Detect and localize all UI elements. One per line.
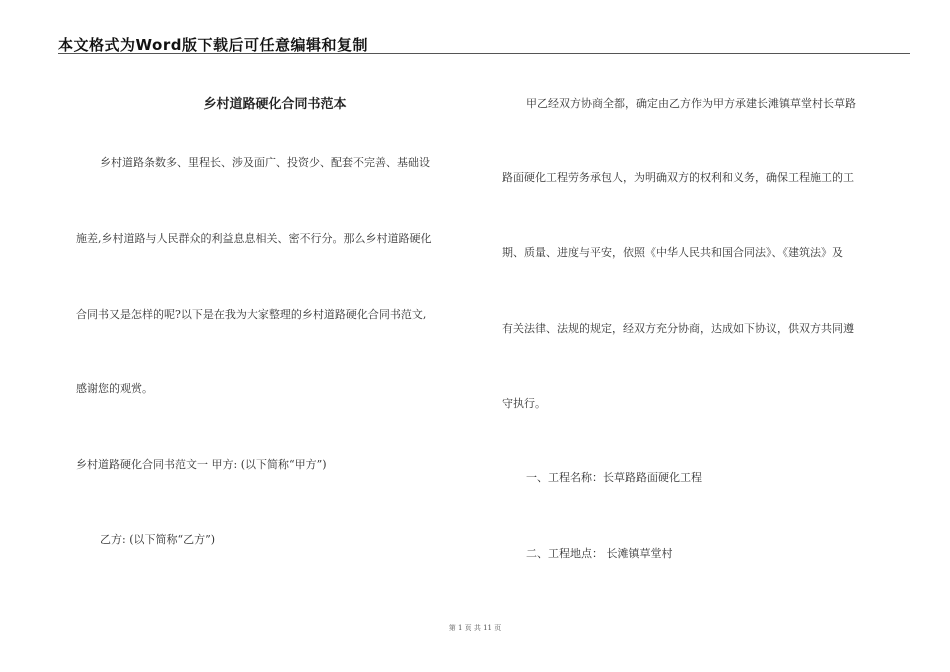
page-number: 第 1 页 共 11 页 bbox=[448, 624, 502, 632]
section-heading: 乡村道路硬化合同书范文一 甲方: (以下简称“甲方”) bbox=[76, 458, 327, 471]
document-title: 乡村道路硬化合同书范本 bbox=[203, 97, 347, 112]
party-line: 乙方: (以下简称“乙方”) bbox=[100, 533, 216, 546]
paragraph-line: 合同书又是怎样的呢?以下是在我为大家整理的乡村道路硬化合同书范文, bbox=[76, 308, 427, 321]
paragraph-line: 感谢您的观赏。 bbox=[76, 382, 153, 395]
clause-project-name: 一、工程名称：长草路路面硬化工程 bbox=[526, 471, 702, 484]
header-banner: 本文格式为Word版下载后可任意编辑和复制 bbox=[58, 36, 368, 54]
paragraph-line: 乡村道路条数多、里程长、涉及面广、投资少、配套不完善、基础设 bbox=[100, 156, 430, 169]
paragraph-line: 甲乙经双方协商全都，确定由乙方作为甲方承建长滩镇草堂村长草路 bbox=[526, 97, 856, 110]
paragraph-line: 路面硬化工程劳务承包人，为明确双方的权利和义务，确保工程施工的工 bbox=[502, 171, 854, 184]
paragraph-line: 有关法律、法规的规定，经双方充分协商，达成如下协议，供双方共同遵 bbox=[502, 322, 854, 335]
paragraph-line: 期、质量、进度与平安，依照《中华人民共和国合同法》、《建筑法》及 bbox=[502, 246, 843, 259]
clause-project-location: 二、工程地点： 长滩镇草堂村 bbox=[526, 547, 673, 560]
paragraph-line: 施差,乡村道路与人民群众的利益息息相关、密不行分。那么乡村道路硬化 bbox=[76, 232, 432, 245]
header-divider bbox=[58, 53, 910, 54]
paragraph-line: 守执行。 bbox=[502, 397, 546, 410]
